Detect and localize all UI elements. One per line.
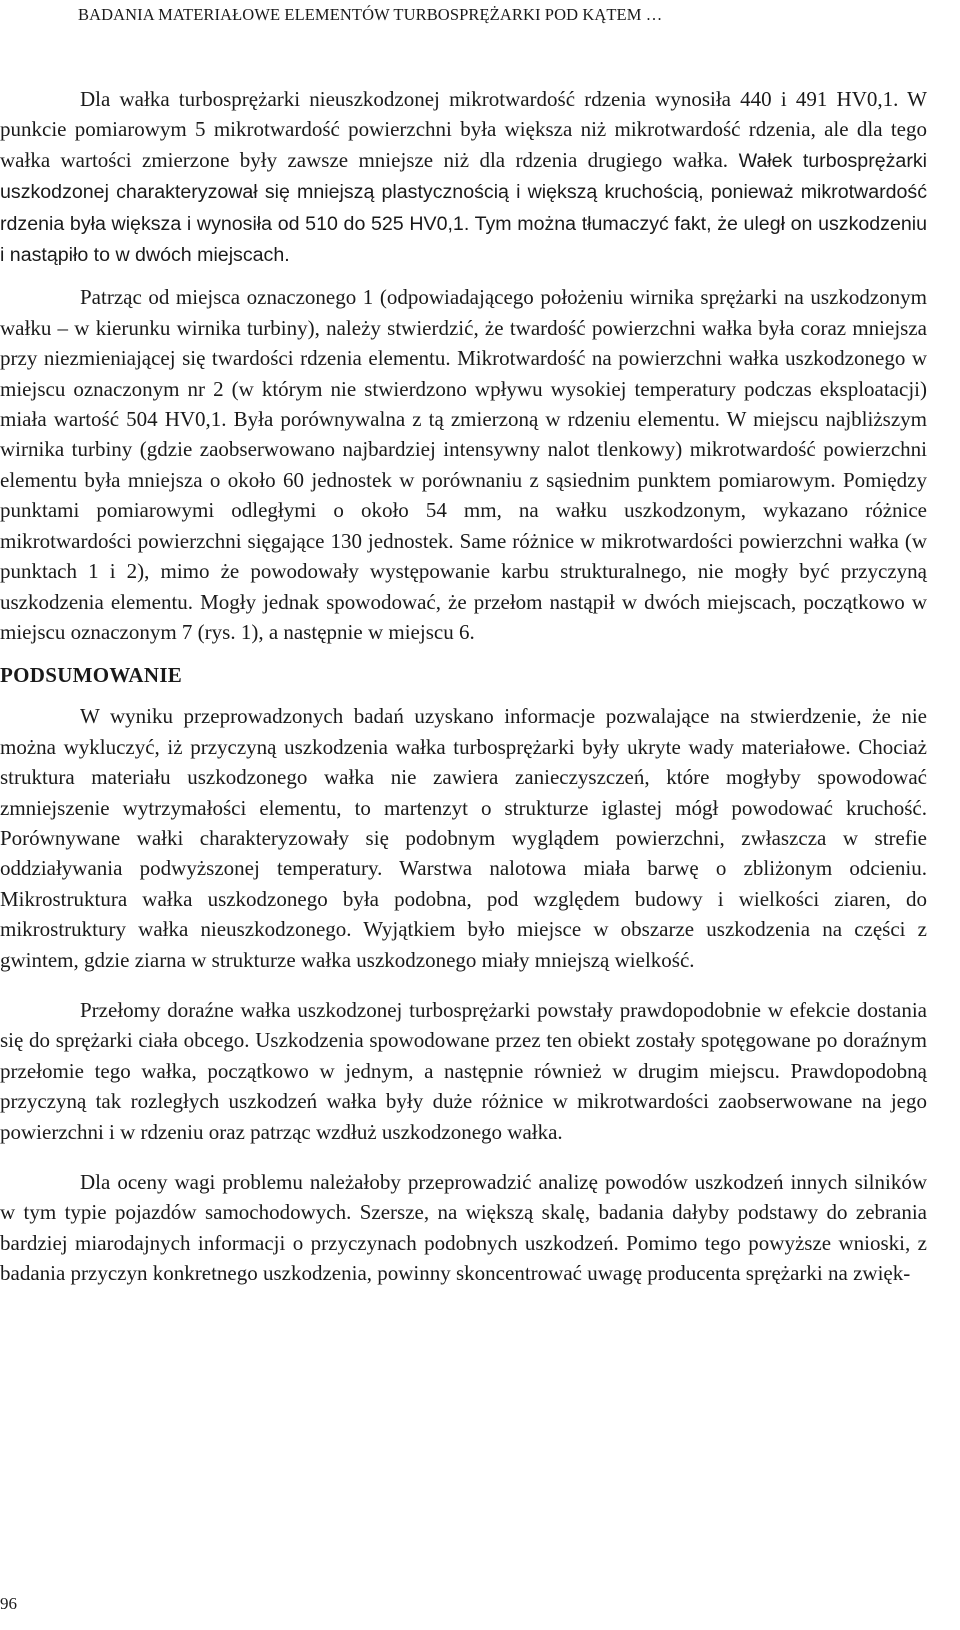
article-body [0,84,927,1289]
paragraph-text: Dla wałka turbosprężarki nieuszkodzonej mikrotwardość rdzenia wynosiła 440 i 491 HV0,1. W punkcie pomiarowym 5 mikrotwardość powierzchni była większa niż mikrotwardość rdzenia, ale dla tego wałka wartości zmierzone były zawsze mniejsze niż dla rdzenia drugiego wałka. [0,87,927,172]
paragraph-recommendations: Dla oceny wagi problemu należałoby przeprowadzić analizę powodów uszkodzeń innych silników w tym typie pojazdów samochodowych. Szersze, na większą skalę, badania dałyby podstawy do zebrania bardziej miarodajnych informacji o przyczynach podobnych uszkodzeń. Pomimo tego powyższe wnioski, z badania przyczyn konkretnego uszkodzenia, powinny skoncentrować uwagę producenta sprężarki na zwięk- [0,1170,927,1286]
page-number: 96 [0,1594,17,1613]
paragraph-text: Wałek turbosprężarki uszkodzonej charakteryzował się mniejszą plastycznością i większą kruchością, ponieważ mikrotwardość rdzenia była większa i wynosiła od 510 do 525 HV0,1. Tym można tłumaczyć fakt, że uległ on uszkodzeniu i nastąpiło to w dwóch miejscach. [0,149,927,267]
section-heading: PODSUMOWANIE [0,663,183,688]
paragraph-summary-findings: W wyniku przeprowadzonych badań uzyskano informacje pozwalające na stwierdzenie, że nie można wykluczyć, iż przyczyną uszkodzenia wałka turbosprężarki były ukryte wady materiałowe. Chociaż struktura materiału uszkodzonego wałka nie zawiera zanieczyszczeń, które mogłyby spowodować zmniejszenie wytrzymałości elementu, to martenzyt o strukturze iglastej mógł powodować kruchość. Porównywane wałki charakteryzowały się podobnym wyglądem powierzchni, zwłaszcza w strefie oddziaływania podwyższonej temperatury. Warstwa nalotowa miała barwę o zbliżonym odcieniu. Mikrostruktura wałka uszkodzonego była podobna, pod względem budowy i wielkości ziaren, do mikrostruktury wałka nieuszkodzonego. Wyjątkiem było miejsce w obszarze uszkodzenia na części z gwintem, gdzie ziarna w strukturze wałka uszkodzonego miały mniejszą wielkość. [0,704,927,972]
paragraph-hardness-analysis: Patrząc od miejsca oznaczonego 1 (odpowiadającego położeniu wirnika sprężarki na uszkodzonym wałku – w kierunku wirnika turbiny), należy stwierdzić, że twardość powierzchni wałka była coraz mniejsza przy niezmieniającej się twardości rdzenia elementu. Mikrotwardość na powierzchni wałka uszkodzonego w miejscu oznaczonym nr 2 (w którym nie stwierdzono wpływu wysokiej temperatury podczas eksploatacji) miała wartość 504 HV0,1. Była porównywalna z tą zmierzoną w rdzeniu elementu. W miejscu najbliższym wirnika turbiny (gdzie zaobserwowano najbardziej intensywny nalot tlenkowy) mikrotwardość powierzchni elementu była mniejsza o około 60 jednostek w porównaniu z sąsiednim punktem pomiarowym. Pomiędzy punktami pomiarowymi odległymi o około 54 mm, na wałku uszkodzonym, wykazano różnice mikrotwardości powierzchni sięgające 130 jednostek. Same różnice w mikrotwardości powierzchni wałka (w punktach 1 i 2), mimo że powodowały występowanie karbu strukturalnego, nie mogły być przyczyną uszkodzenia elementu. Mogły jednak spowodować, że przełom nastąpił w dwóch miejscach, początkowo w miejscu oznaczonym 7 (rys. 1), a następnie w miejscu 6. [0,285,927,644]
running-header: BADANIA MATERIAŁOWE ELEMENTÓW TURBOSPRĘŻARKI POD KĄTEM … [78,5,663,24]
paragraph-fracture-cause: Przełomy doraźne wałka uszkodzonej turbosprężarki powstały prawdopodobnie w efekcie dostania się do sprężarki ciała obcego. Uszkodzenia spowodowane przez ten obiekt zostały spotęgowane po doraźnym przełomie tego wałka, początkowo w jednym, a następnie również w drugim miejscu. Prawdopodobną przyczyną tak rozległych uszkodzeń wałka były duże różnice w mikrotwardości zaobserwowane na jego powierzchni i w rdzeniu oraz patrząc wzdłuż uszkodzonego wałka. [0,997,927,1144]
paragraph-microhardness-results [0,84,927,270]
